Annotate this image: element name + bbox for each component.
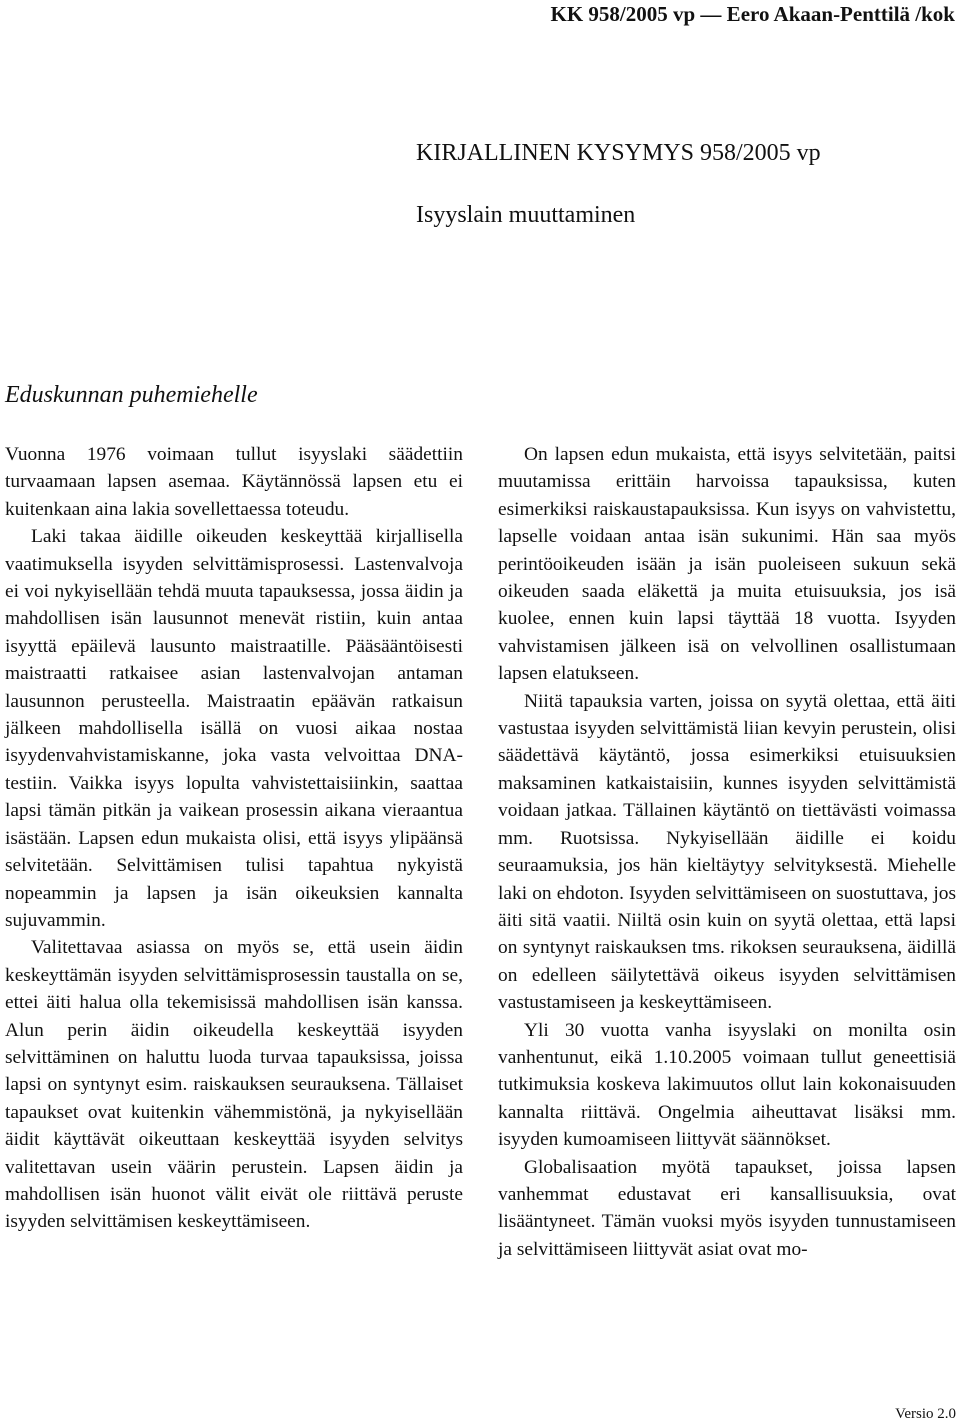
paragraph: Niitä tapauksia varten, joissa on syytä olettaa, että äiti vastustaa isyyden selvittämistä liian kevyin perustein, olisi säädettävä käytäntö, jossa esimerkiksi etuisuuksien maksaminen katkaistaisiin, kunnes isyyden selvittämistä voidaan jatkaa. Tällainen käytäntö on tiettävästi voimassa mm. Ruotsissa. Nykyisellään äidille ei koidu seuraamuksia, jos hän kieltäytyy selvityksestä. Miehelle laki on ehdoton. Isyyden selvittämiseen on suostuttava, jos äiti sitä vaatii. Niiltä osin kuin on syytä olettaa, että lapsi on syntynyt raiskauksen tms. rikoksen seurauksena, äidillä on edelleen säilytettävä oikeus isyyden selvittämisen vastustamiseen ja keskeyttämiseen. xyxy=(498,690,956,1014)
version-label: Versio 2.0 xyxy=(895,1406,956,1422)
paragraph: Valitettavaa asiassa on myös se, että usein äidin keskeyttämän isyyden selvittämisprosessin taustalla on se, ettei äiti halua olla tekemisissä mahdollisen isän kanssa. Alun perin äidin oikeudella keskeyttää isyyden selvittäminen on haluttu luoda turvaa tapauksissa, joissa lapsi on syntynyt esim. raiskauksen seurauksena. Tällaiset tapaukset ovat kuitenkin vähemmistönä, ja nykyisellään äidit käyttävät oikeuttaan keskeyttää isyyden selvitys valitettavan usein väärin perustein. Lapsen äidin ja mahdollisen isän huonot välit eivät ole riittävä peruste isyyden selvittämisen keskeyttämiseen. xyxy=(5,937,463,1233)
paragraph: Yli 30 vuotta vanha isyyslaki on monilta osin vanhentunut, eikä 1.10.2005 voimaan tullut geneettisiä tutkimuksia koskeva lakimuutos ollut lain kokonaisuuden kannalta riittävä. Ongelmia aiheuttavat lisäksi mm. isyyden kumoamiseen liittyvät säännökset. xyxy=(498,1019,956,1151)
paragraph: On lapsen edun mukaista, että isyys selvitetään, paitsi muutamissa erittäin harvoissa tapauksissa, kuten esimerkiksi raiskaustapauksissa. Kun isyys on vahvistettu, lapselle voidaan antaa isän sukunimi. Hän saa myös perintöoikeuden isään ja isän puoleiseen sukuun sekä oikeuden saada eläkettä ja muita etuisuuksia, jos isä kuolee, ennen kuin lapsi täyttää 18 vuotta. Isyyden vahvistamisen jälkeen isä on velvollinen osallistumaan lapsen elatukseen. xyxy=(498,444,956,685)
document-header: KK 958/2005 vp — Eero Akaan-Penttilä /kok xyxy=(550,2,955,26)
paragraph: Laki takaa äidille oikeuden keskeyttää kirjallisella vaatimuksella isyyden selvittämisprosessi. Lastenvalvoja ei voi nykyisellään tehdä muuta tapauksessa, jossa äidin ja mahdollisen isän lausunnot menevät ristiin, kuin antaa isyyttä epäilevä lausunto maistraatille. Pääsääntöisesti maistraatti ratkaisee asian lastenvalvojan antaman lausunnon perusteella. Maistraatin epäävän ratkaisun jälkeen mahdollisella isällä on vuosi aikaa nostaa isyydenvahvistamiskanne, joka vasta velvoittaa DNA-testiin. Vaikka isyys lopulta vahvistettaisiinkin, saattaa lapsi tämän pitkän ja vaikean prosessin aikana vieraantua isästään. Lapsen edun mukaista olisi, että isyys ylipäänsä selvitetään. Selvittämisen tulisi tapahtua nykyistä nopeammin ja lapsen ja isän oikeuksien kannalta sujuvammin. xyxy=(5,526,463,931)
right-text-column xyxy=(498,441,956,1263)
salutation: Eduskunnan puhemiehelle xyxy=(5,382,258,408)
paragraph: Vuonna 1976 voimaan tullut isyyslaki säädettiin turvaamaan lapsen asemaa. Käytännössä lapsen etu ei kuitenkaan aina lakia sovellettaessa toteudu. xyxy=(5,444,463,520)
paragraph: Globalisaation myötä tapaukset, joissa lapsen vanhemmat edustavat eri kansallisuuksia, ovat lisääntyneet. Tämän vuoksi myös isyyden tunnustamiseen ja selvittämiseen liittyvät asiat ovat mo- xyxy=(498,1156,956,1260)
left-text-column xyxy=(5,441,463,1236)
document-title: Isyyslain muuttaminen xyxy=(416,202,636,228)
document-type-heading: KIRJALLINEN KYSYMYS 958/2005 vp xyxy=(416,140,821,166)
